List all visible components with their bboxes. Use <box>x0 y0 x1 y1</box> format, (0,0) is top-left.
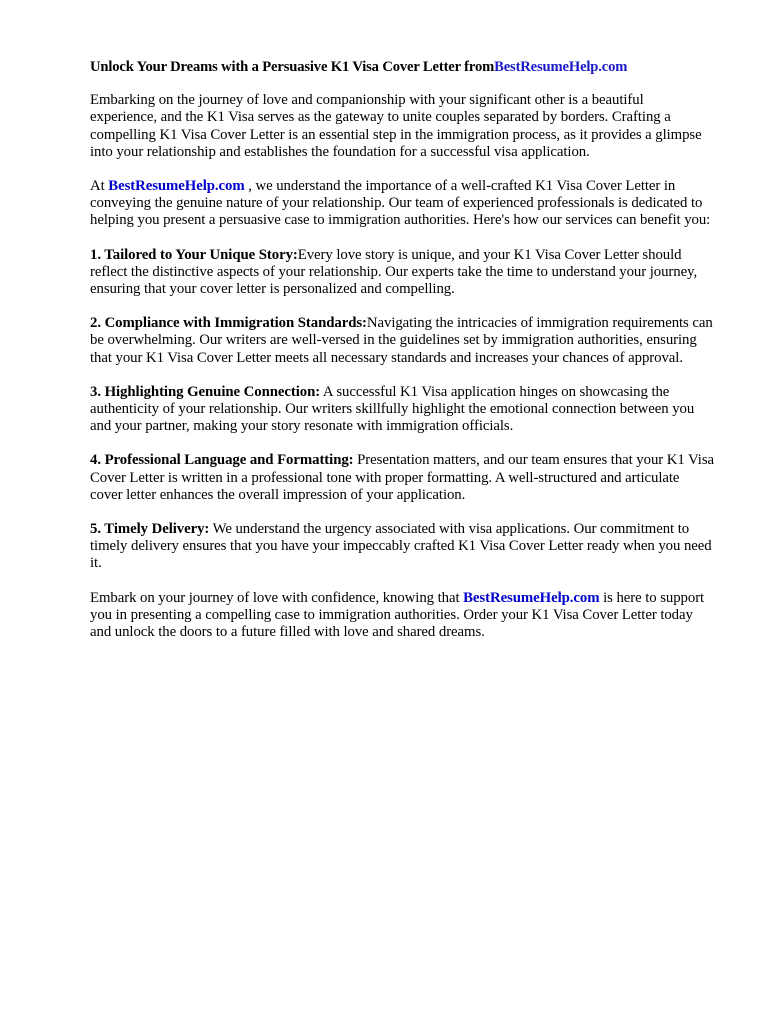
about-paragraph-rest: , we understand the importance of a well-crafted K1 Visa Cover Letter in conveying the genuine nature of your relationship. Our team of experienced professionals is dedicated to helping you present a persuasive case to immigration authorities. Here's how our services can benefit you: <box>90 178 711 229</box>
closing-paragraph-prefix: Embark on your journey of love with confidence, knowing that <box>90 589 464 606</box>
document-title-text: Unlock Your Dreams with a Persuasive K1 Visa Cover Letter from <box>90 59 495 75</box>
section-paragraph-4 <box>90 452 714 504</box>
section-heading-5: 5. Timely Delivery: <box>90 521 210 538</box>
section-body-3: A successful K1 Visa application hinges on showcasing the authenticity of your relationship. Our writers skillfully highlight the emotional connection between you and your partner, making your story resonate with immigration officials. <box>90 383 695 435</box>
section-paragraph-3 <box>90 384 714 436</box>
brand-link-about[interactable]: BestResumeHelp.com <box>108 178 245 195</box>
closing-paragraph <box>90 590 714 642</box>
section-body-2: Navigating the intricacies of immigration requirements can be overwhelming. Our writers are well-versed in the guidelines set by immigration authorities, ensuring that your K1 Visa Cover Letter meets all necessary standards and increases your chances of approval. <box>90 315 713 366</box>
document-title <box>90 59 714 76</box>
section-paragraph-5 <box>90 521 714 573</box>
section-heading-4: 4. Professional Language and Formatting: <box>90 452 354 469</box>
brand-link-title[interactable]: BestResumeHelp.com <box>494 59 628 75</box>
section-heading-2: 2. Compliance with Immigration Standards: <box>90 315 367 332</box>
about-paragraph-prefix: At <box>90 178 109 195</box>
section-body-4: Presentation matters, and our team ensures that your K1 Visa Cover Letter is written in a professional tone with proper formatting. A well-structured and articulate cover letter enhances the overall impression of your application. <box>90 452 714 503</box>
section-heading-3: 3. Highlighting Genuine Connection: <box>90 383 321 400</box>
about-paragraph <box>90 178 714 230</box>
section-paragraph-2 <box>90 315 714 367</box>
section-body-5: We understand the urgency associated with visa applications. Our commitment to timely delivery ensures that you have your impeccably crafted K1 Visa Cover Letter ready when you need it. <box>90 521 712 572</box>
intro-paragraph-text: Embarking on the journey of love and companionship with your significant other is a beautiful experience, and the K1 Visa serves as the gateway to unite couples separated by borders. Crafting a compelling K1 Visa Cover Letter is an essential step in the immigration process, as it provides a glimpse into your relationship and establishes the foundation for a successful visa application. <box>90 92 702 160</box>
intro-paragraph <box>90 92 714 161</box>
closing-paragraph-rest: is here to support you in presenting a compelling case to immigration authorities. Order your K1 Visa Cover Letter today and unlock the doors to a future filled with love and shared dreams. <box>90 589 705 641</box>
brand-link-closing[interactable]: BestResumeHelp.com <box>463 589 600 606</box>
section-heading-1: 1. Tailored to Your Unique Story: <box>90 246 298 263</box>
section-body-1: Every love story is unique, and your K1 Visa Cover Letter should reflect the distinctive aspects of your relationship. Our experts take the time to understand your journey, ensuring that your cover letter is personalized and compelling. <box>90 246 698 298</box>
section-paragraph-1 <box>90 247 714 299</box>
